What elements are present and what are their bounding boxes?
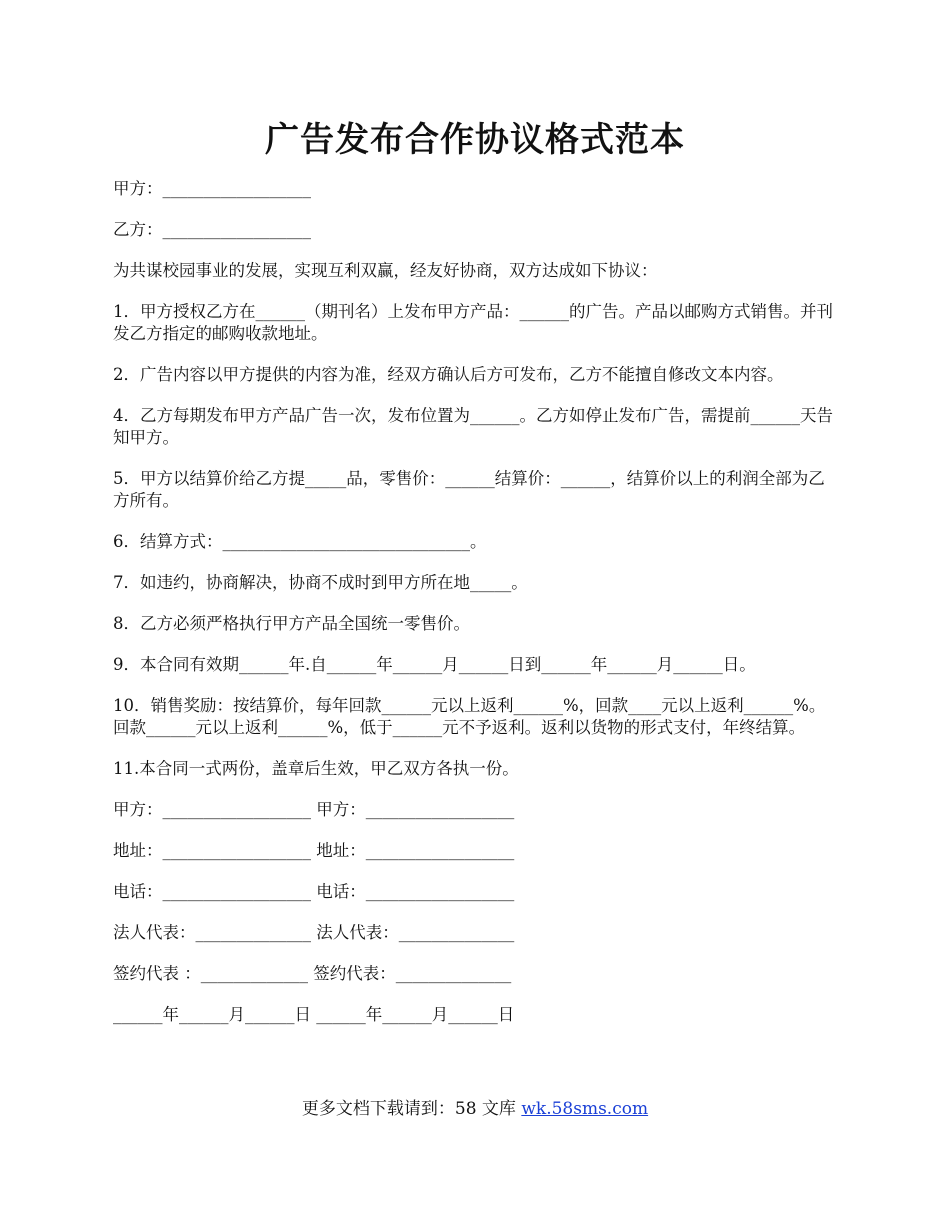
footer [0,1094,950,1119]
clause-10: 10．销售奖励：按结算价，每年回款______元以上返利______%，回款____元以上返利______%。回款______元以上返利______%，低于______元不予返利。返利以货物的形式支付，年终结算。 [113,696,826,737]
document-body [113,178,841,1045]
footer-link[interactable]: wk.58sms.com [521,1099,649,1119]
party-a-line: 甲方：__________________ [113,179,311,198]
clause-6: 6．结算方式：______________________________。 [113,532,487,551]
signature-party-line: 甲方：__________________ 甲方：__________________ [113,800,515,819]
party-b-line: 乙方：__________________ [113,220,311,239]
signature-date-line: ______年______月______日 ______年______月______日 [113,1005,515,1024]
clause-7: 7．如违约，协商解决，协商不成时到甲方所在地_____。 [113,573,528,592]
footer-text: 更多文档下载请到：58 文库 [301,1099,522,1119]
preamble: 为共谋校园事业的发展，实现互利双赢，经友好协商，双方达成如下协议： [113,261,658,280]
clause-1: 1．甲方授权乙方在______（期刊名）上发布甲方产品：______的广告。产品以邮购方式销售。并刊发乙方指定的邮购收款地址。 [113,302,833,343]
clause-8: 8．乙方必须严格执行甲方产品全国统一零售价。 [113,614,470,633]
clause-4: 4．乙方每期发布甲方产品广告一次，发布位置为______。乙方如停止发布广告，需提前______天告知甲方。 [113,406,833,447]
signature-address-line: 地址：__________________ 地址：__________________ [113,841,515,860]
clause-11: 11.本合同一式两份，盖章后生效，甲乙双方各执一份。 [113,759,519,778]
clause-5: 5．甲方以结算价给乙方提_____品，零售价：______结算价：______，结算价以上的利润全部为乙方所有。 [113,469,825,510]
signature-signing-rep-line: 签约代表 ：_____________ 签约代表：______________ [113,964,512,983]
clause-9: 9．本合同有效期______年.自______年______月______日到______年______月______日。 [113,655,756,674]
document-title: 广告发布合作协议格式范本 [265,120,685,160]
signature-legal-rep-line: 法人代表：______________ 法人代表：______________ [113,923,515,942]
clause-2: 2．广告内容以甲方提供的内容为准，经双方确认后方可发布，乙方不能擅自修改文本内容。 [113,365,784,384]
signature-phone-line: 电话：__________________ 电话：__________________ [113,882,515,901]
